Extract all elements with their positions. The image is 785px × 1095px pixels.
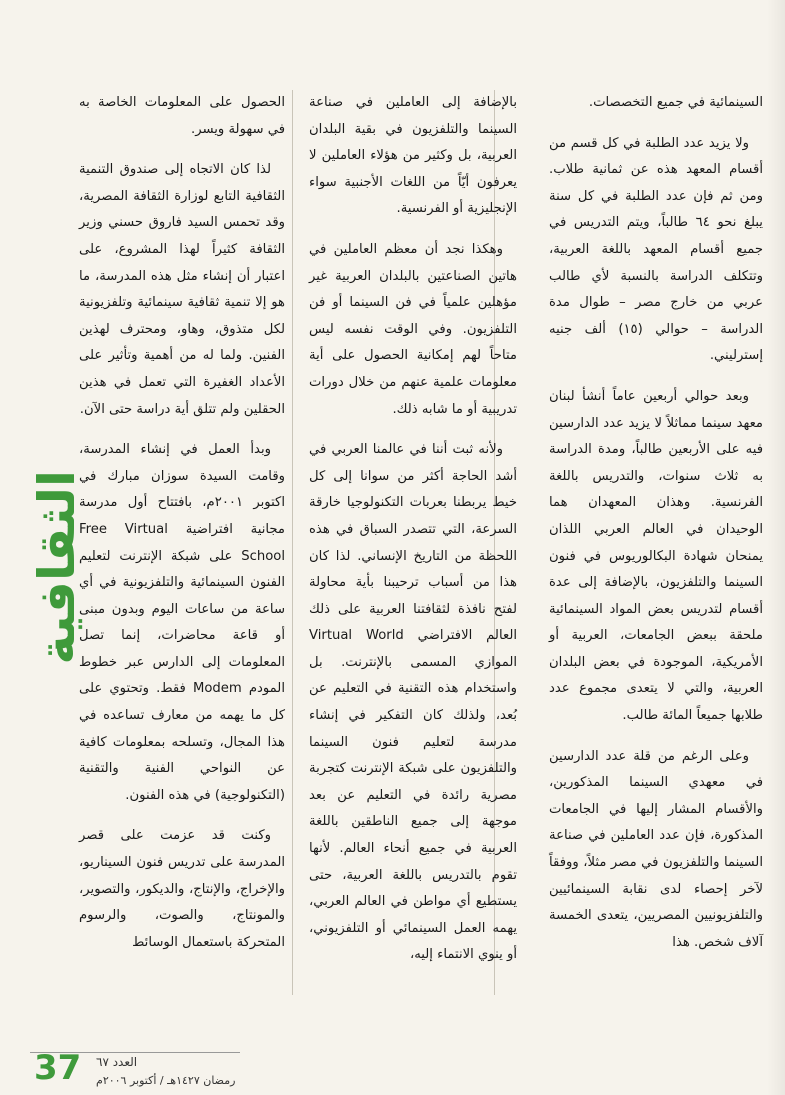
- text-column-right: [549, 90, 763, 970]
- paragraph: وهكذا نجد أن معظم العاملين في هاتين الصناعتين بالبلدان العربية غير مؤهلين علمياً في فن السينما أو فن التلفزيون. وفي الوقت نفسه ليس متاحاً لهم إمكانية الحصول على أية معلومات علمية عنهم من خلال دورات تدريبية أو ما شابه ذلك.: [309, 241, 517, 417]
- page-edge-shadow: [767, 0, 785, 1095]
- paragraph: ولأنه ثبت أننا في عالمنا العربي في أشد الحاجة أكثر من سوانا إلى كل خيط يربطنا بعربات التكنولوجيا خارقة السرعة، التي تتصدر السباق في هذه اللحظة من التاريخ الإنساني. لذا كان هذا من أسباب ترحيبنا بأية محاولة لفتح نافذة لثقافتنا العربية على ذلك العالم الافتراضي Virtual World الموازي المسمى بالإنترنت. بل واستخدام هذه التقنية في التعليم عن بُعد، ولذلك كان التفكير في إنشاء مدرسة لتعليم فنون السينما والتلفزيون على شبكة الإنترنت كتجربة مصرية رائدة في التعليم عن بعد موجهة إلى جميع الناطقين باللغة العربية في جميع أنحاء العالم. لأنها تقوم بالتدريس باللغة العربية، حتى يستطيع أي مواطن في العالم العربي، يهمه العمل السينمائي أو التلفزيوني، أو ينوي الانتماء إليه،: [309, 442, 518, 963]
- paragraph: السينمائية في جميع التخصصات.: [588, 95, 763, 110]
- column-divider: [292, 90, 293, 995]
- paragraph: بالإضافة إلى العاملين في صناعة السينما والتلفزيون في بقية البلدان العربية، بل وكثير من هؤلاء العاملين لا يعرفون أيّاً من اللغات الأجنبية سواء الإنجليزية أو الفرنسية.: [309, 95, 517, 217]
- paragraph: ولا يزيد عدد الطلبة في كل قسم من أقسام المعهد هذه عن ثمانية طلاب. ومن ثم فإن عدد الطلبة في كل سنة يبلغ نحو ٦٤ طالباً، ويتم التدريس في جميع أقسام المعهد باللغة العربية، وتتكلف الدراسة بالنسبة لأي طالب عربي من خارج مصر – طوال مدة الدراسة – حوالي (١٥) ألف جنيه إسترليني.: [549, 135, 763, 364]
- paragraph: وعلى الرغم من قلة عدد الدارسين في معهدي السينما المذكورين، والأقسام المشار إليها في الجامعات المذكورة، فإن عدد العاملين في صناعة السينما والتلفزيون في مصر مثلاً، ووفقاً لآخر إحصاء لدى نقابة السينمائيين والتلفزيونيين المصريين، يتعدى الخمسة آلاف شخص. هذا: [549, 748, 763, 950]
- issue-label: العدد ٦٧: [96, 1055, 138, 1069]
- paragraph: وكنت قد عزمت على قصر المدرسة على تدريس فنون السيناريو، والإخراج، والإنتاج، والديكور، والتصوير، والمونتاج، والصوت، والرسوم المتحركة باستعمال الوسائط: [79, 828, 285, 950]
- section-title: [28, 470, 84, 670]
- paragraph: وبعد حوالي أربعين عاماً أنشأ لبنان معهد سينما مماثلاً لا يزيد عدد الدارسين فيه على الأربعين طالباً، ومدة الدراسة به ثلاث سنوات، والتدريس باللغة الفرنسية. وهذان المعهدان هما الوحيدان في العالم العربي اللذان يمنحان شهادة البكالوريوس في فنون السينما والتلفزيون، بالإضافة إلى عدة أقسام لتدريس بعض المواد السينمائية ملحقة ببعض الجامعات، العربية أو الأمريكية، الموجودة في بعض البلدان العربية، والتي لا يتعدى مجموع عدد طلابها جميعاً المائة طالب.: [549, 388, 763, 724]
- text-column-middle: [309, 90, 517, 983]
- paragraph: لذا كان الاتجاه إلى صندوق التنمية الثقافية التابع لوزارة الثقافة المصرية، وقد تحمس السيد فاروق حسني وزير الثقافة كثيراً لهذا المشروع، على اعتبار أن إنشاء مثل هذه المدرسة، ما هو إلا تنمية ثقافية سينمائية وتلفزيونية لكل متذوق، وهاو، ومحترف لهذين الفنين. ولما له من أهمية وتأثير على الأعداد الغفيرة التي تعمل في هذين الحقلين ولم تتلق أية دراسة حتى الآن.: [79, 162, 285, 417]
- paragraph: وبدأ العمل في إنشاء المدرسة، وقامت السيدة سوزان مبارك في اكتوبر ٢٠٠١م، بافتتاح أول مدرسة مجانية افتراضية Free Virtual School على شبكة الإنترنت لتعليم الفنون السينمائية والتلفزيونية في أي ساعة من ساعات اليوم وبدون مبنى أو قاعة محاضرات، إنما تصل المعلومات إلى الدارس عبر خطوط المودم Modem فقط. وتحتوي على كل ما يهمه من معارف تساعده في هذا المجال، وتسلحه بمعلومات كافية عن النواحي الفنية والتقنية (التكنولوجية) في هذه الفنون.: [79, 442, 286, 803]
- section-title-text: الثقافية: [28, 470, 86, 665]
- paragraph: الحصول على المعلومات الخاصة به في سهولة ويسر.: [79, 95, 285, 137]
- text-column-left: [79, 90, 285, 970]
- page-number: 37: [34, 1048, 82, 1088]
- issue-date: رمضان ١٤٢٧هـ / أكتوبر ٢٠٠٦م: [96, 1074, 236, 1087]
